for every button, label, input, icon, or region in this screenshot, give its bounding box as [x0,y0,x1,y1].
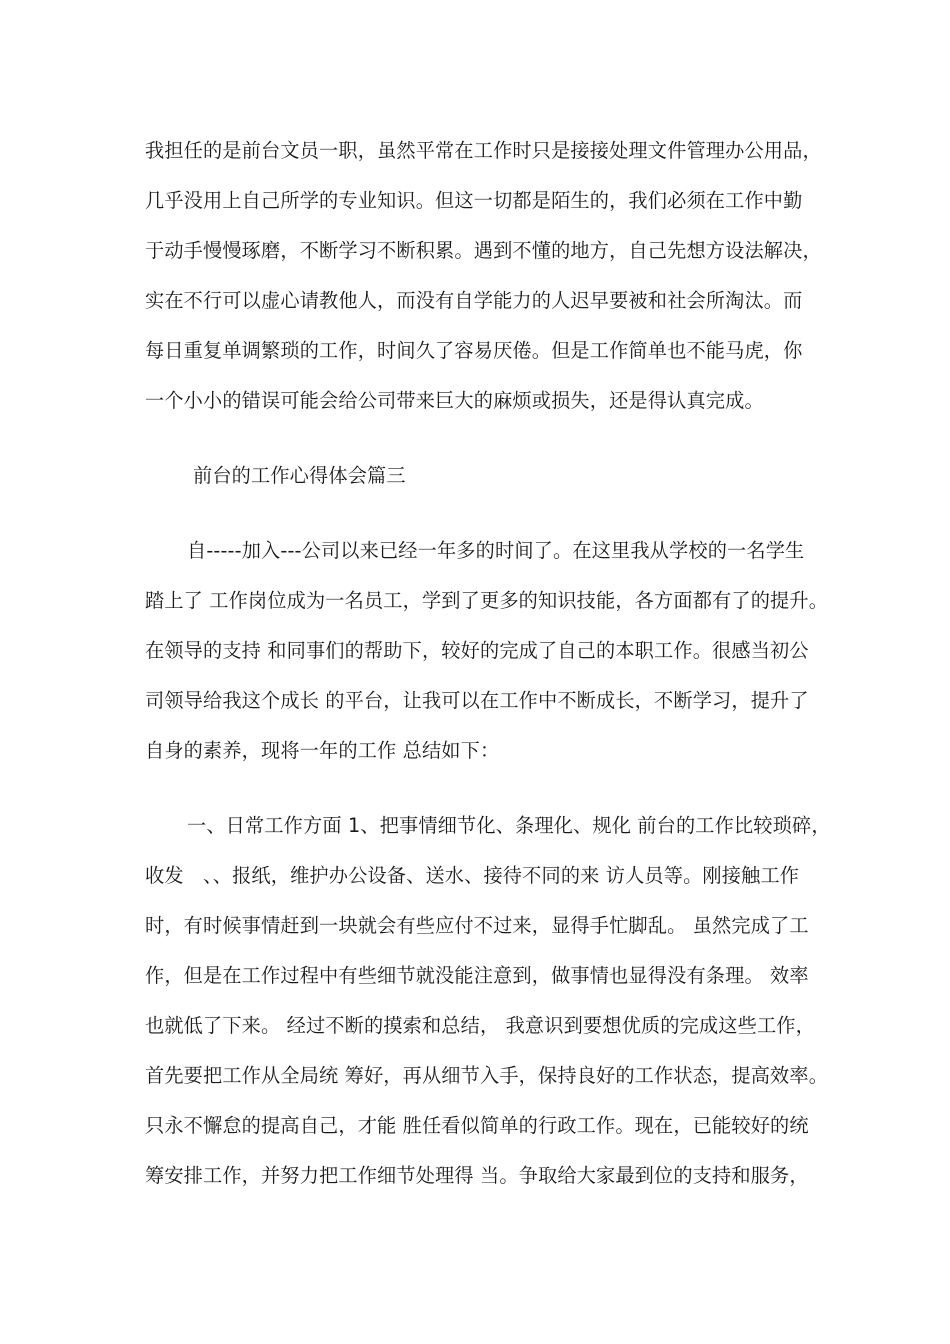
text-line: 筹安排工作，并努力把工作细节处理得 当。争取给大家最到位的支持和服务， [145,1164,809,1187]
text-line: 在领导的支持 和同事们的帮助下，较好的完成了自己的本职工作。很感当初公 [145,639,809,662]
text-line: 自身的素养，现将一年的工作 总结如下： [145,739,500,762]
text-line: 时，有时候事情赶到一块就会有些应付不过来，显得手忙脚乱。 虽然完成了工 [145,914,809,937]
text-line: 每日重复单调繁琐的工作，时间久了容易厌倦。但是工作简单也不能马虎，你 [145,339,803,362]
text-line: 于动手慢慢琢磨，不断学习不断积累。遇到不懂的地方，自己先想方设法解决， [145,239,822,262]
text-line: 一个小小的错误可能会给公司带来巨大的麻烦或损失，还是得认真完成。 [145,389,764,412]
text-line: 自-----加入---公司以来已经一年多的时间了。在这里我从学校的一名学生 [187,539,805,562]
text-line: 几乎没用上自己所学的专业知识。但这一切都是陌生的，我们必须在工作中勤 [145,189,803,212]
section-heading: 前台的工作心得体会篇三 [193,464,406,487]
text-line: 作，但是在工作过程中有些细节就没能注意到，做事情也显得没有条理。 效率 [145,964,809,987]
text-line: 司领导给我这个成长 的平台，让我可以在工作中不断成长，不断学习，提升了 [145,689,809,712]
text-line: 首先要把工作从全局统 筹好，再从细节入手，保持良好的工作状态，提高效率。 [145,1064,829,1087]
text-line: 也就低了下来。 经过不断的摸索和总结， 我意识到要想优质的完成这些工作， [145,1014,815,1037]
text-line: 收发 、、报纸，维护办公设备、送水、接待不同的来 访人员等。刚接触工作 [145,864,800,887]
text-line: 踏上了 工作岗位成为一名员工，学到了更多的知识技能，各方面都有了的提升。 [145,589,829,612]
text-line: 只永不懈怠的提高自己，才能 胜任看似简单的行政工作。现在，已能较好的统 [145,1114,809,1137]
text-line: 实在不行可以虚心请教他人，而没有自学能力的人迟早要被和社会所淘汰。而 [145,289,803,312]
text-line: 我担任的是前台文员一职，虽然平常在工作时只是接接处理文件管理办公用品， [145,139,822,162]
text-line: 一、日常工作方面 1、把事情细节化、条理化、规化 前台的工作比较琐碎， [187,814,831,837]
